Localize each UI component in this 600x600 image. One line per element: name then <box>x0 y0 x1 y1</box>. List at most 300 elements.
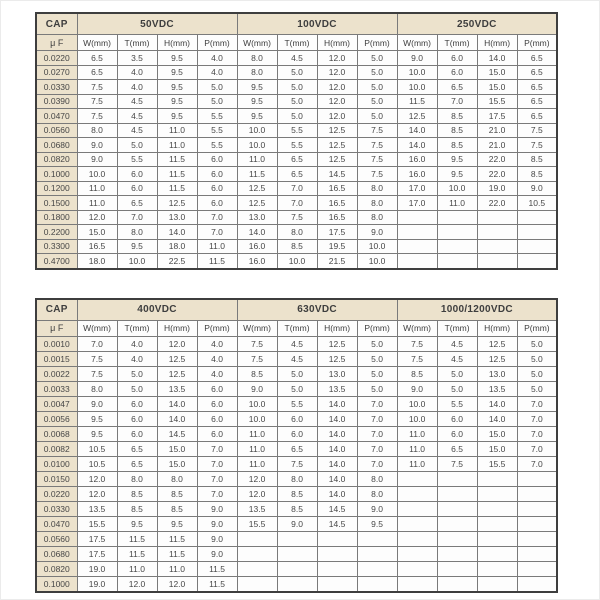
dimension-value-cell <box>397 546 437 561</box>
dimension-value-cell: 4.0 <box>117 65 157 80</box>
table-row <box>36 411 557 426</box>
dimension-value-cell: 12.0 <box>237 486 277 501</box>
dimension-value-cell: 5.0 <box>357 80 397 95</box>
dimension-value-cell: 4.5 <box>277 336 317 351</box>
dimension-value-cell: 12.0 <box>77 486 117 501</box>
dimension-value-cell: 5.0 <box>117 138 157 153</box>
dimension-value-cell <box>437 576 477 592</box>
dimension-value-cell: 8.0 <box>277 225 317 240</box>
dimension-value-cell <box>437 501 477 516</box>
dimension-value-cell: 7.5 <box>77 94 117 109</box>
dimension-value-cell: 7.5 <box>357 138 397 153</box>
voltage-group-header: 50VDC <box>77 13 237 35</box>
cap-dimension-table-low-voltage <box>35 12 600 270</box>
dimension-value-cell: 8.5 <box>157 486 197 501</box>
dimension-column-header: H(mm) <box>157 35 197 51</box>
cap-value-cell: 0.0220 <box>36 51 77 66</box>
dimension-value-cell: 4.0 <box>197 351 237 366</box>
dimension-value-cell: 8.5 <box>117 486 157 501</box>
dimension-value-cell: 12.5 <box>317 138 357 153</box>
dimension-value-cell: 5.5 <box>277 138 317 153</box>
dimension-value-cell: 22.0 <box>477 152 517 167</box>
dimension-value-cell: 5.0 <box>357 109 397 124</box>
dimension-value-cell: 8.0 <box>157 471 197 486</box>
dimension-value-cell <box>477 576 517 592</box>
column-header-row <box>36 35 557 51</box>
table-row <box>36 546 557 561</box>
dimension-value-cell: 8.5 <box>277 486 317 501</box>
dimension-value-cell <box>477 239 517 254</box>
cap-dimension-table-400-1200vdc <box>35 298 558 593</box>
dimension-value-cell: 19.0 <box>77 561 117 576</box>
dimension-value-cell: 5.0 <box>197 80 237 95</box>
dimension-value-cell: 14.0 <box>317 396 357 411</box>
dimension-value-cell: 6.0 <box>277 411 317 426</box>
cap-value-cell: 0.0330 <box>36 501 77 516</box>
dimension-value-cell: 7.5 <box>437 456 477 471</box>
cap-value-cell: 0.0082 <box>36 441 77 456</box>
dimension-value-cell: 15.0 <box>477 80 517 95</box>
dimension-value-cell: 9.0 <box>197 531 237 546</box>
dimension-value-cell: 22.0 <box>477 196 517 211</box>
dimension-value-cell: 17.0 <box>397 196 437 211</box>
dimension-value-cell: 5.0 <box>357 351 397 366</box>
dimension-value-cell: 7.0 <box>197 471 237 486</box>
dimension-value-cell: 10.0 <box>397 411 437 426</box>
dimension-value-cell: 5.0 <box>277 109 317 124</box>
dimension-value-cell: 6.0 <box>117 426 157 441</box>
dimension-value-cell: 14.5 <box>317 167 357 182</box>
dimension-value-cell: 5.0 <box>437 381 477 396</box>
column-header-row <box>36 320 557 336</box>
dimension-value-cell: 14.0 <box>317 441 357 456</box>
dimension-value-cell: 8.5 <box>437 109 477 124</box>
dimension-value-cell: 8.5 <box>397 366 437 381</box>
dimension-value-cell: 6.0 <box>197 181 237 196</box>
dimension-value-cell: 12.5 <box>237 196 277 211</box>
dimension-value-cell: 19.0 <box>77 576 117 592</box>
dimension-value-cell: 12.5 <box>477 336 517 351</box>
voltage-group-header: 100VDC <box>237 13 397 35</box>
dimension-value-cell <box>437 486 477 501</box>
dimension-value-cell: 4.0 <box>117 336 157 351</box>
dimension-value-cell: 9.0 <box>77 152 117 167</box>
dimension-value-cell: 12.0 <box>317 80 357 95</box>
dimension-value-cell: 15.5 <box>477 94 517 109</box>
table-row <box>36 152 557 167</box>
dimension-value-cell: 6.0 <box>277 426 317 441</box>
dimension-value-cell: 11.0 <box>157 561 197 576</box>
dimension-value-cell: 15.0 <box>77 225 117 240</box>
dimension-value-cell: 4.0 <box>117 351 157 366</box>
dimension-value-cell: 15.0 <box>477 426 517 441</box>
dimension-value-cell <box>477 546 517 561</box>
dimension-value-cell <box>397 516 437 531</box>
dimension-value-cell: 9.5 <box>357 516 397 531</box>
dimension-column-header: H(mm) <box>477 35 517 51</box>
dimension-value-cell <box>277 531 317 546</box>
dimension-column-header: T(mm) <box>117 35 157 51</box>
dimension-column-header: T(mm) <box>277 320 317 336</box>
dimension-value-cell <box>237 546 277 561</box>
cap-column-header: CAP <box>36 13 77 35</box>
dimension-value-cell <box>477 501 517 516</box>
cap-value-cell: 0.0680 <box>36 138 77 153</box>
dimension-value-cell: 7.0 <box>357 456 397 471</box>
dimension-value-cell <box>397 239 437 254</box>
dimension-value-cell: 14.0 <box>477 51 517 66</box>
dimension-value-cell: 10.0 <box>277 254 317 269</box>
dimension-value-cell: 13.5 <box>237 501 277 516</box>
dimension-value-cell: 5.0 <box>357 65 397 80</box>
dimension-value-cell <box>437 561 477 576</box>
dimension-value-cell <box>517 254 557 269</box>
dimension-value-cell: 9.5 <box>157 109 197 124</box>
dimension-value-cell: 12.5 <box>397 109 437 124</box>
dimension-value-cell: 7.0 <box>517 456 557 471</box>
dimension-value-cell: 19.0 <box>477 181 517 196</box>
dimension-value-cell: 7.5 <box>277 456 317 471</box>
table-row <box>36 366 557 381</box>
dimension-value-cell: 6.0 <box>197 381 237 396</box>
cap-value-cell: 0.0100 <box>36 456 77 471</box>
dimension-value-cell: 13.0 <box>477 366 517 381</box>
dimension-column-header: P(mm) <box>357 35 397 51</box>
dimension-value-cell: 10.0 <box>77 167 117 182</box>
table-row <box>36 167 557 182</box>
dimension-column-header: P(mm) <box>197 35 237 51</box>
table-row <box>36 196 557 211</box>
table-row <box>36 181 557 196</box>
dimension-value-cell: 11.0 <box>197 239 237 254</box>
dimension-value-cell: 4.0 <box>197 65 237 80</box>
cap-value-cell: 0.0270 <box>36 65 77 80</box>
table-row <box>36 65 557 80</box>
dimension-value-cell <box>397 561 437 576</box>
dimension-value-cell: 7.0 <box>197 210 237 225</box>
dimension-column-header: W(mm) <box>77 320 117 336</box>
cap-value-cell: 0.3300 <box>36 239 77 254</box>
dimension-value-cell: 12.0 <box>317 51 357 66</box>
dimension-value-cell: 11.5 <box>237 167 277 182</box>
voltage-group-header: 250VDC <box>397 13 557 35</box>
dimension-value-cell: 9.0 <box>357 501 397 516</box>
dimension-value-cell: 6.5 <box>517 65 557 80</box>
table-row <box>36 94 557 109</box>
dimension-value-cell: 15.0 <box>157 456 197 471</box>
dimension-value-cell: 7.0 <box>117 210 157 225</box>
dimension-value-cell: 13.5 <box>317 381 357 396</box>
dimension-value-cell <box>477 210 517 225</box>
dimension-value-cell: 8.5 <box>237 366 277 381</box>
dimension-value-cell: 14.0 <box>317 426 357 441</box>
dimension-value-cell: 14.0 <box>237 225 277 240</box>
dimension-value-cell <box>517 501 557 516</box>
dimension-column-header: P(mm) <box>357 320 397 336</box>
cap-value-cell: 0.0022 <box>36 366 77 381</box>
dimension-value-cell: 16.5 <box>317 210 357 225</box>
dimension-value-cell: 6.5 <box>437 80 477 95</box>
dimension-value-cell: 12.5 <box>157 366 197 381</box>
dimension-value-cell: 7.0 <box>437 94 477 109</box>
dimension-value-cell <box>397 210 437 225</box>
dimension-value-cell: 10.5 <box>77 456 117 471</box>
dimension-column-header: P(mm) <box>517 35 557 51</box>
dimension-value-cell: 9.5 <box>77 411 117 426</box>
dimension-value-cell: 5.5 <box>197 109 237 124</box>
dimension-value-cell: 11.5 <box>157 152 197 167</box>
cap-column-header: CAP <box>36 299 77 321</box>
dimension-value-cell <box>437 254 477 269</box>
dimension-value-cell <box>517 531 557 546</box>
dimension-value-cell: 4.0 <box>197 51 237 66</box>
dimension-value-cell: 5.0 <box>277 94 317 109</box>
dimension-value-cell: 11.5 <box>197 576 237 592</box>
dimension-value-cell: 14.5 <box>157 426 197 441</box>
dimension-value-cell <box>477 225 517 240</box>
dimension-value-cell: 14.0 <box>477 411 517 426</box>
dimension-value-cell: 11.0 <box>157 138 197 153</box>
dimension-value-cell: 6.5 <box>437 441 477 456</box>
cap-value-cell: 0.0470 <box>36 516 77 531</box>
dimension-column-header: T(mm) <box>117 320 157 336</box>
dimension-value-cell: 5.0 <box>517 351 557 366</box>
dimension-value-cell: 7.5 <box>77 80 117 95</box>
dimension-value-cell <box>477 561 517 576</box>
dimension-value-cell: 4.5 <box>437 351 477 366</box>
dimension-value-cell: 11.5 <box>157 167 197 182</box>
dimension-value-cell: 12.0 <box>317 94 357 109</box>
dimension-value-cell: 12.5 <box>157 196 197 211</box>
cap-value-cell: 0.4700 <box>36 254 77 269</box>
dimension-value-cell: 9.5 <box>237 80 277 95</box>
voltage-group-header: 400VDC <box>77 299 237 321</box>
dimension-value-cell: 12.5 <box>157 351 197 366</box>
dimension-value-cell: 5.5 <box>277 123 317 138</box>
dimension-value-cell: 5.0 <box>197 94 237 109</box>
dimension-value-cell: 10.0 <box>397 65 437 80</box>
dimension-column-header: W(mm) <box>237 35 277 51</box>
dimension-value-cell: 12.0 <box>77 210 117 225</box>
dimension-value-cell <box>397 531 437 546</box>
dimension-value-cell <box>437 471 477 486</box>
dimension-value-cell <box>517 546 557 561</box>
dimension-column-header: H(mm) <box>477 320 517 336</box>
dimension-value-cell: 12.5 <box>237 181 277 196</box>
dimension-value-cell <box>477 471 517 486</box>
dimension-value-cell: 9.0 <box>77 396 117 411</box>
cap-dimension-table-high-voltage <box>35 298 600 593</box>
dimension-value-cell: 5.0 <box>517 336 557 351</box>
dimension-value-cell <box>517 576 557 592</box>
dimension-value-cell: 5.0 <box>277 65 317 80</box>
dimension-value-cell: 12.5 <box>317 336 357 351</box>
dimension-value-cell: 14.5 <box>317 501 357 516</box>
cap-value-cell: 0.0220 <box>36 486 77 501</box>
dimension-value-cell: 5.5 <box>197 123 237 138</box>
dimension-column-header: W(mm) <box>397 35 437 51</box>
dimension-value-cell: 15.0 <box>477 441 517 456</box>
dimension-value-cell: 9.0 <box>197 546 237 561</box>
dimension-value-cell: 4.5 <box>277 51 317 66</box>
table-row <box>36 123 557 138</box>
cap-value-cell: 0.0820 <box>36 152 77 167</box>
voltage-header-row <box>36 13 557 35</box>
dimension-value-cell: 12.0 <box>157 336 197 351</box>
dimension-value-cell: 7.0 <box>277 196 317 211</box>
dimension-column-header: W(mm) <box>237 320 277 336</box>
dimension-value-cell: 11.5 <box>157 181 197 196</box>
dimension-value-cell: 7.5 <box>357 152 397 167</box>
dimension-value-cell: 22.0 <box>477 167 517 182</box>
dimension-value-cell: 7.5 <box>77 366 117 381</box>
dimension-value-cell <box>237 561 277 576</box>
dimension-value-cell: 21.0 <box>477 123 517 138</box>
dimension-value-cell: 8.5 <box>437 138 477 153</box>
dimension-value-cell: 9.0 <box>397 381 437 396</box>
dimension-value-cell: 17.5 <box>77 546 117 561</box>
dimension-value-cell <box>277 576 317 592</box>
dimension-value-cell: 11.0 <box>397 456 437 471</box>
dimension-value-cell: 8.0 <box>357 181 397 196</box>
cap-value-cell: 0.0560 <box>36 531 77 546</box>
dimension-value-cell: 7.0 <box>517 441 557 456</box>
dimension-value-cell: 8.0 <box>77 123 117 138</box>
cap-value-cell: 0.0056 <box>36 411 77 426</box>
dimension-value-cell: 5.0 <box>277 366 317 381</box>
dimension-value-cell: 11.0 <box>117 561 157 576</box>
dimension-value-cell: 16.0 <box>237 239 277 254</box>
dimension-value-cell: 6.5 <box>517 80 557 95</box>
dimension-value-cell: 6.0 <box>117 411 157 426</box>
dimension-value-cell: 8.0 <box>357 471 397 486</box>
dimension-value-cell: 12.5 <box>317 123 357 138</box>
dimension-value-cell: 9.0 <box>197 501 237 516</box>
dimension-value-cell: 4.5 <box>117 109 157 124</box>
dimension-value-cell: 9.5 <box>437 167 477 182</box>
dimension-value-cell: 11.5 <box>117 546 157 561</box>
dimension-value-cell: 7.0 <box>77 336 117 351</box>
dimension-value-cell: 9.0 <box>357 225 397 240</box>
dimension-value-cell: 8.0 <box>357 210 397 225</box>
dimension-value-cell: 7.0 <box>197 486 237 501</box>
dimension-value-cell: 7.0 <box>357 426 397 441</box>
dimension-value-cell <box>517 486 557 501</box>
dimension-value-cell <box>437 546 477 561</box>
cap-dimension-table-50-250vdc <box>35 12 558 270</box>
dimension-value-cell: 9.5 <box>117 239 157 254</box>
dimension-value-cell: 4.5 <box>437 336 477 351</box>
table-row <box>36 576 557 592</box>
dimension-value-cell: 14.0 <box>397 123 437 138</box>
dimension-value-cell <box>397 501 437 516</box>
table-row <box>36 426 557 441</box>
dimension-value-cell <box>397 254 437 269</box>
dimension-value-cell: 11.5 <box>157 546 197 561</box>
dimension-value-cell: 7.5 <box>397 336 437 351</box>
dimension-value-cell <box>437 239 477 254</box>
dimension-column-header: H(mm) <box>317 320 357 336</box>
dimension-value-cell: 14.0 <box>317 486 357 501</box>
cap-value-cell: 0.0068 <box>36 426 77 441</box>
dimension-value-cell: 5.0 <box>357 381 397 396</box>
cap-value-cell: 0.1800 <box>36 210 77 225</box>
voltage-header-row <box>36 299 557 321</box>
dimension-value-cell: 12.5 <box>317 351 357 366</box>
dimension-value-cell: 19.5 <box>317 239 357 254</box>
dimension-value-cell: 22.5 <box>157 254 197 269</box>
dimension-value-cell <box>437 516 477 531</box>
dimension-value-cell <box>317 531 357 546</box>
table-row <box>36 51 557 66</box>
cap-value-cell: 0.0390 <box>36 94 77 109</box>
cap-value-cell: 0.0033 <box>36 381 77 396</box>
dimension-value-cell: 6.0 <box>437 426 477 441</box>
dimension-value-cell: 9.5 <box>77 426 117 441</box>
table-row <box>36 381 557 396</box>
dimension-column-header: H(mm) <box>157 320 197 336</box>
dimension-value-cell: 6.5 <box>517 94 557 109</box>
dimension-value-cell <box>357 531 397 546</box>
unit-header: μ F <box>36 35 77 51</box>
dimension-value-cell <box>357 561 397 576</box>
dimension-value-cell: 10.0 <box>397 80 437 95</box>
dimension-value-cell: 12.0 <box>117 576 157 592</box>
dimension-value-cell: 4.0 <box>197 366 237 381</box>
table-row <box>36 254 557 269</box>
dimension-value-cell <box>517 210 557 225</box>
cap-value-cell: 0.0560 <box>36 123 77 138</box>
dimension-value-cell: 13.5 <box>157 381 197 396</box>
cap-value-cell: 0.0680 <box>36 546 77 561</box>
dimension-column-header: P(mm) <box>517 320 557 336</box>
dimension-value-cell: 12.0 <box>237 471 277 486</box>
cap-value-cell: 0.0015 <box>36 351 77 366</box>
dimension-value-cell: 10.0 <box>437 181 477 196</box>
dimension-value-cell <box>517 225 557 240</box>
dimension-value-cell: 11.5 <box>117 531 157 546</box>
table-row <box>36 561 557 576</box>
dimension-value-cell <box>317 576 357 592</box>
dimension-value-cell: 9.5 <box>237 109 277 124</box>
dimension-value-cell: 5.0 <box>437 366 477 381</box>
dimension-value-cell <box>437 531 477 546</box>
dimension-value-cell <box>237 531 277 546</box>
dimension-value-cell: 15.5 <box>477 456 517 471</box>
table-row <box>36 456 557 471</box>
dimension-value-cell: 6.0 <box>197 426 237 441</box>
dimension-value-cell: 6.5 <box>277 167 317 182</box>
dimension-value-cell: 7.0 <box>517 426 557 441</box>
cap-value-cell: 0.0010 <box>36 336 77 351</box>
dimension-value-cell: 9.5 <box>437 152 477 167</box>
dimension-value-cell <box>477 531 517 546</box>
dimension-value-cell: 4.0 <box>117 80 157 95</box>
table-row <box>36 486 557 501</box>
cap-value-cell: 0.0150 <box>36 471 77 486</box>
cap-value-cell: 0.0470 <box>36 109 77 124</box>
dimension-value-cell: 6.5 <box>277 441 317 456</box>
dimension-value-cell <box>237 576 277 592</box>
dimension-column-header: T(mm) <box>437 35 477 51</box>
dimension-value-cell: 5.0 <box>517 381 557 396</box>
table-row <box>36 471 557 486</box>
dimension-value-cell: 7.5 <box>517 123 557 138</box>
dimension-value-cell: 10.0 <box>117 254 157 269</box>
dimension-value-cell: 12.5 <box>317 152 357 167</box>
dimension-value-cell: 14.0 <box>477 396 517 411</box>
dimension-value-cell: 7.0 <box>357 396 397 411</box>
